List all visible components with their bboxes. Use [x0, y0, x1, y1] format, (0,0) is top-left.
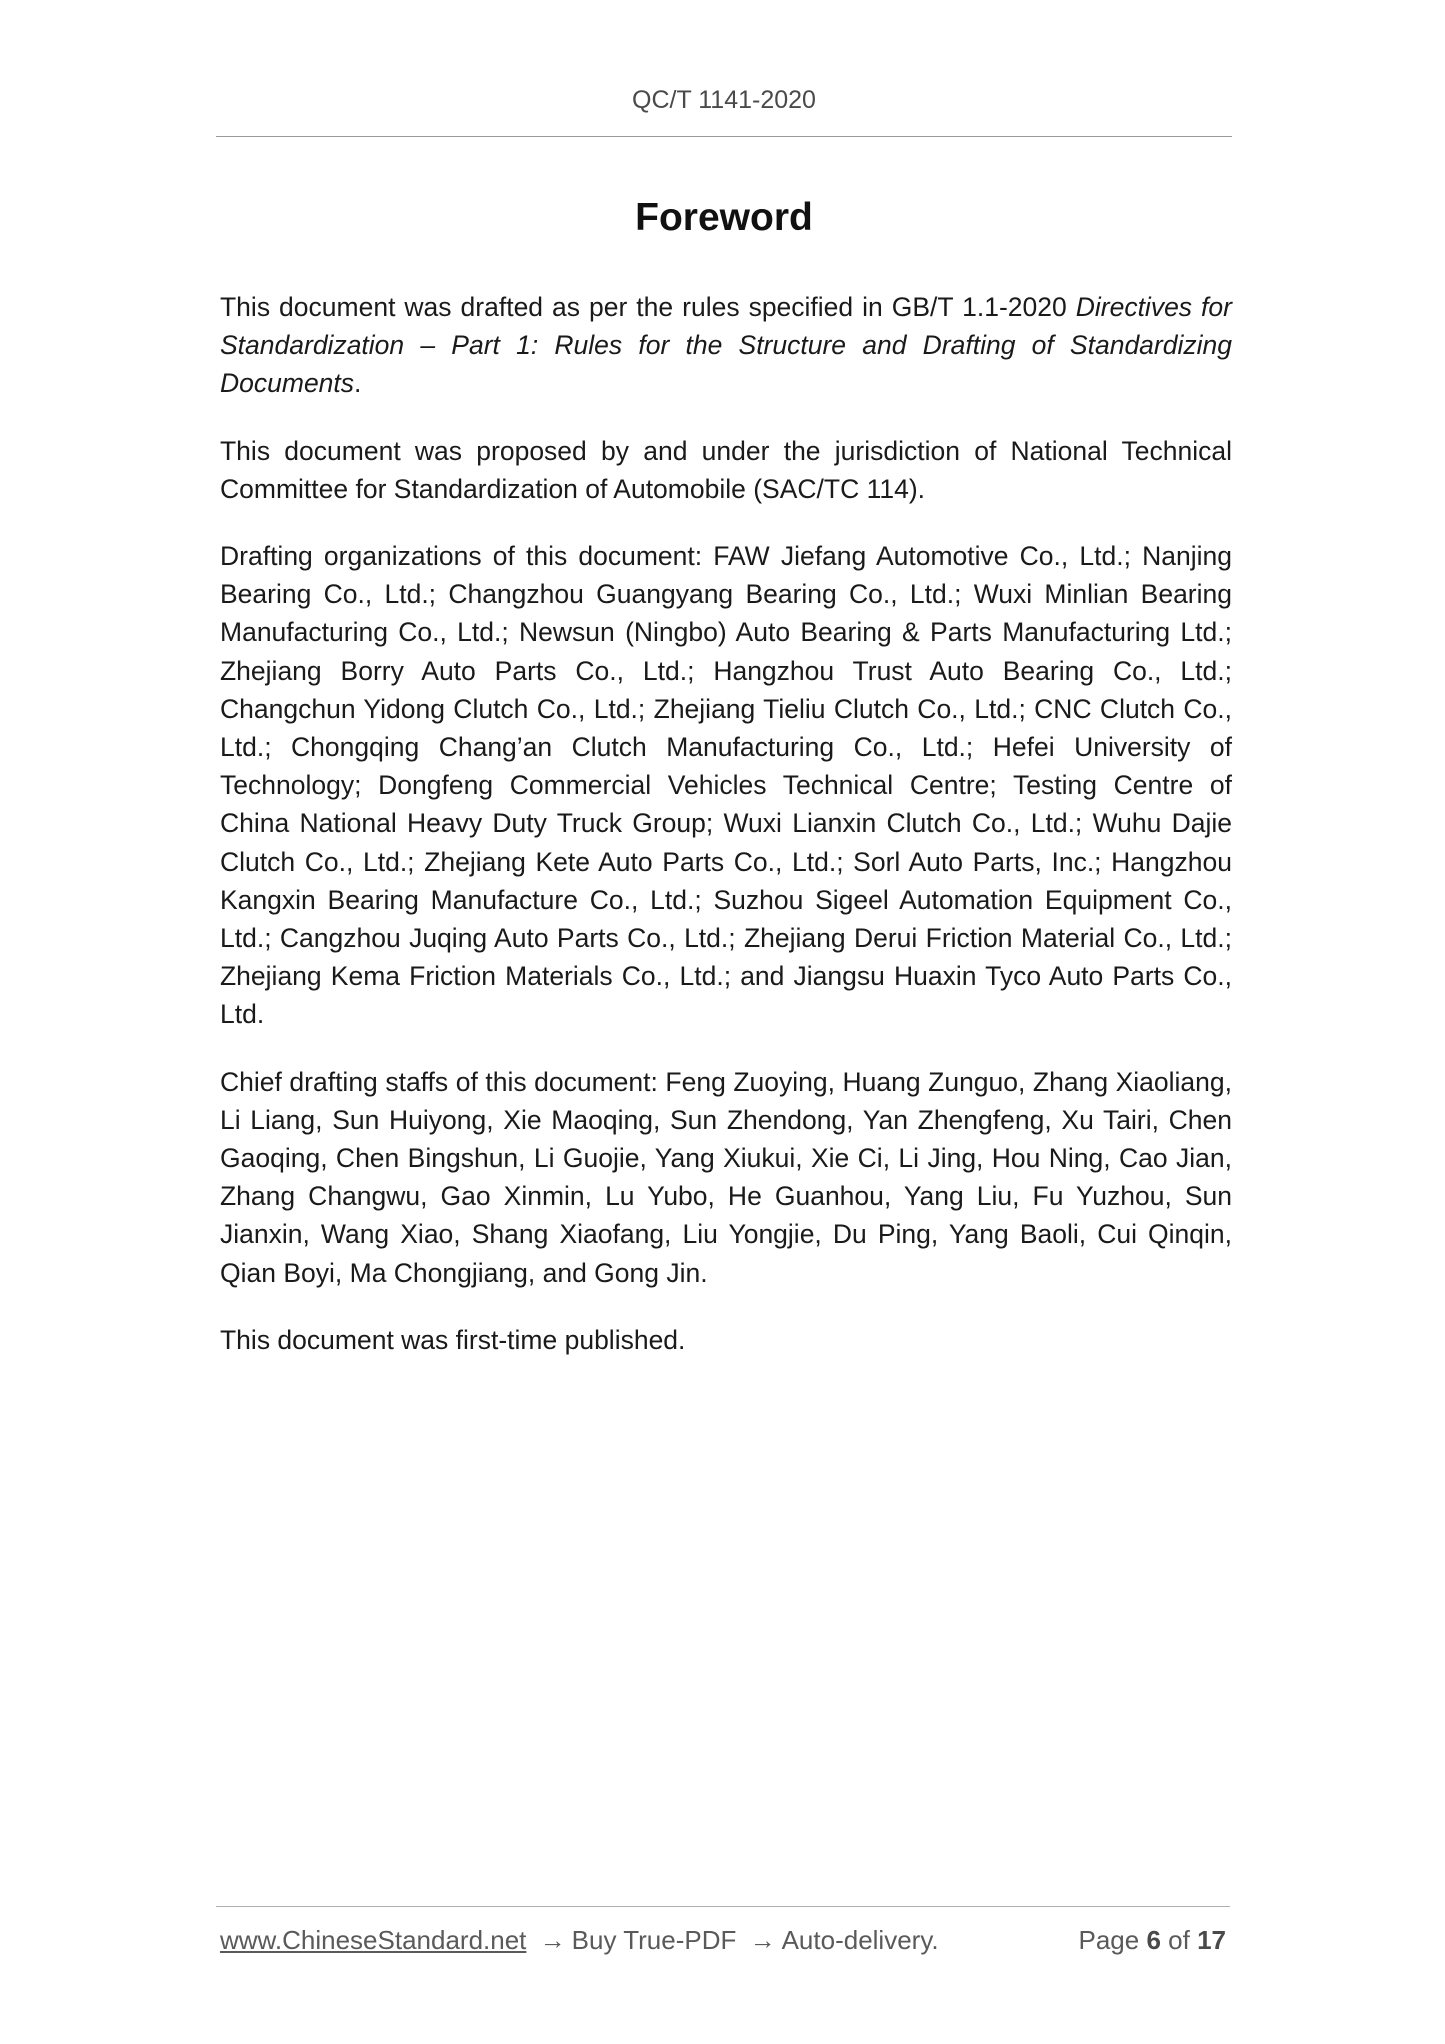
paragraph-drafting-rules-end: . — [354, 368, 362, 399]
footer-promo — [220, 1925, 939, 1956]
paragraph-drafting-rules — [220, 288, 1232, 403]
header-divider — [216, 136, 1232, 137]
footer-step-delivery: Auto-delivery. — [781, 1925, 939, 1955]
page-title: Foreword — [635, 196, 813, 239]
footer-divider — [216, 1906, 1230, 1907]
paragraph-publication: This document was first-time published. — [220, 1324, 686, 1355]
directive-title: Directives for Standardization – Part 1: Rules for the Structure and Drafting of Standardizing Documents — [220, 292, 1232, 399]
header-doc-code: QC/T 1141-2020 — [632, 86, 816, 114]
paragraph-jurisdiction: This document was proposed by and under the jurisdiction of National Technical Committee for Standardization of Automobile (SAC/TC 114). — [220, 435, 1232, 504]
page-current: 6 — [1146, 1925, 1161, 1955]
footer — [220, 1925, 1230, 1961]
arrow-right-icon: → — [749, 1925, 776, 1955]
paragraph-drafting-staffs: Chief drafting staffs of this document: Feng Zuoying, Huang Zunguo, Zhang Xiaoliang, Li Liang, Sun Huiyong, Xie Maoqing, Sun Zhendong, Yan Zhengfeng, Xu Tairi, Chen Gaoqing, Chen Bingshun, Li Guojie, Yang Xiukui, Xie Ci, Li Jing, Hou Ning, Cao Jian, Zhang Changwu, Gao Xinmin, Lu Yubo, He Guanhou, Yang Liu, Fu Yuzhou, Sun Jianxin, Wang Xiao, Shang Xiaofang, Liu Yongjie, Du Ping, Yang Baoli, Cui Qinqin, Qian Boyi, Ma Chongjiang, and Gong Jin. — [220, 1066, 1232, 1288]
page-of: of — [1168, 1925, 1190, 1955]
paragraph-drafting-rules-text: This document was drafted as per the rules specified in GB/T 1.1-2020 — [220, 292, 1076, 322]
paragraph-drafting-organizations: Drafting organizations of this document: FAW Jiefang Automotive Co., Ltd.; Nanjing Bearing Co., Ltd.; Changzhou Guangyang Bearing Co., Ltd.; Wuxi Minlian Bearing Manufacturing Co., Ltd.; Newsun (Ningbo) Auto Bearing & Parts Manufacturing Ltd.; Zhejiang Borry Auto Parts Co., Ltd.; Hangzhou Trust Auto Bearing Co., Ltd.; Changchun Yidong Clutch Co., Ltd.; Zhejiang Tieliu Clutch Co., Ltd.; CNC Clutch Co., Ltd.; Chongqing Chang’an Clutch Manufacturing Co., Ltd.; Hefei University of Technology; Dongfeng Commercial Vehicles Technical Centre; Testing Centre of China National Heavy Duty Truck Group; Wuxi Lianxin Clutch Co., Ltd.; Wuhu Dajie Clutch Co., Ltd.; Zhejiang Kete Auto Parts Co., Ltd.; Sorl Auto Parts, Inc.; Hangzhou Kangxin Bearing Manufacture Co., Ltd.; Suzhou Sigeel Automation Equipment Co., Ltd.; Cangzhou Juqing Auto Parts Co., Ltd.; Zhejiang Derui Friction Material Co., Ltd.; Zhejiang Kema Friction Materials Co., Ltd.; and Jiangsu Huaxin Tyco Auto Parts Co., Ltd. — [220, 541, 1232, 1030]
page-total: 17 — [1197, 1925, 1226, 1955]
page-indicator — [1078, 1925, 1226, 1956]
arrow-right-icon: → — [539, 1925, 566, 1955]
footer-step-buy: Buy True-PDF — [571, 1925, 737, 1955]
foreword-body — [220, 288, 1232, 1388]
website-link[interactable]: www.ChineseStandard.net — [220, 1925, 527, 1955]
page-label: Page — [1078, 1925, 1140, 1955]
